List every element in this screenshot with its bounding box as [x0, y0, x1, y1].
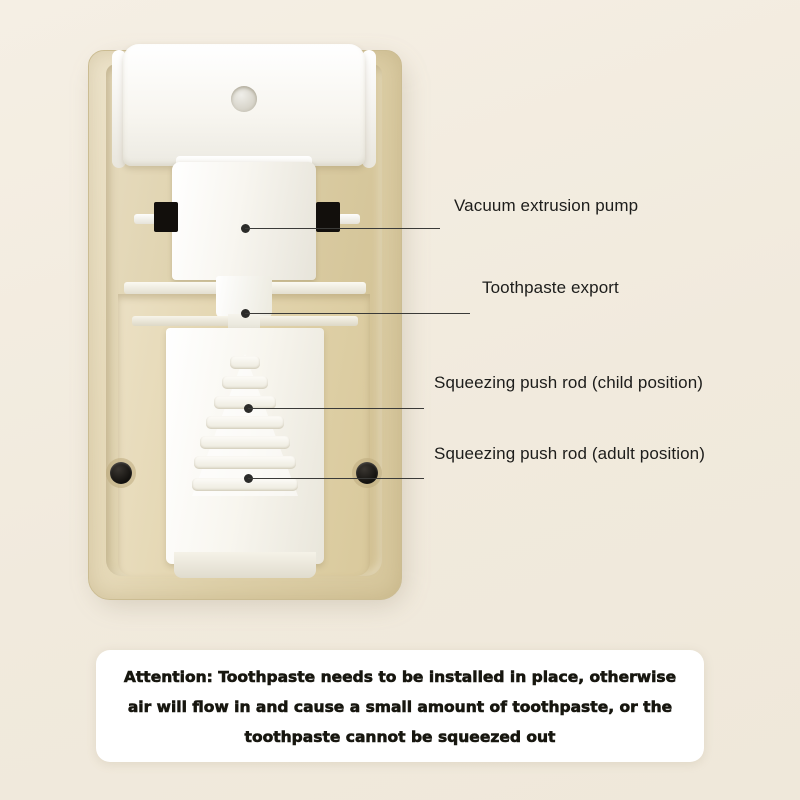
push-rod-band: [200, 436, 290, 449]
callout-line-squeezing-push-rod-adult: [248, 478, 424, 479]
callout-label-toothpaste-export: Toothpaste export: [482, 278, 619, 297]
screw-hole-right: [356, 462, 378, 484]
callout-line-toothpaste-export: [245, 313, 470, 314]
callout-line-vacuum-extrusion-pump: [245, 228, 440, 229]
top-cap: [123, 44, 365, 166]
carriage-foot: [174, 552, 316, 578]
callout-label-squeezing-push-rod-child: Squeezing push rod (child position): [434, 373, 704, 392]
attention-banner: [96, 650, 704, 762]
callout-label-vacuum-extrusion-pump: Vacuum extrusion pump: [454, 196, 639, 215]
clip-arm-left: [134, 214, 156, 224]
screw-hole-left: [110, 462, 132, 484]
push-rod-ridges: [192, 354, 298, 524]
product-illustration: [88, 44, 406, 604]
pump-housing: [172, 162, 316, 280]
clip-arm-right: [338, 214, 360, 224]
retaining-clip-left: [154, 202, 178, 232]
push-rod-band: [206, 416, 284, 429]
attention-banner-text: Attention: Toothpaste needs to be installed in place, otherwise air will flow in and cause a small amount of toothpaste, or the toothpaste cannot be squeezed out: [123, 668, 677, 746]
callout-line-squeezing-push-rod-child: [248, 408, 424, 409]
push-rod-band: [222, 376, 268, 389]
mount-hole-icon: [231, 86, 257, 112]
push-rod-band: [230, 356, 260, 369]
callout-label-squeezing-push-rod-adult: Squeezing push rod (adult position): [434, 444, 705, 463]
push-rod-band: [194, 456, 296, 469]
